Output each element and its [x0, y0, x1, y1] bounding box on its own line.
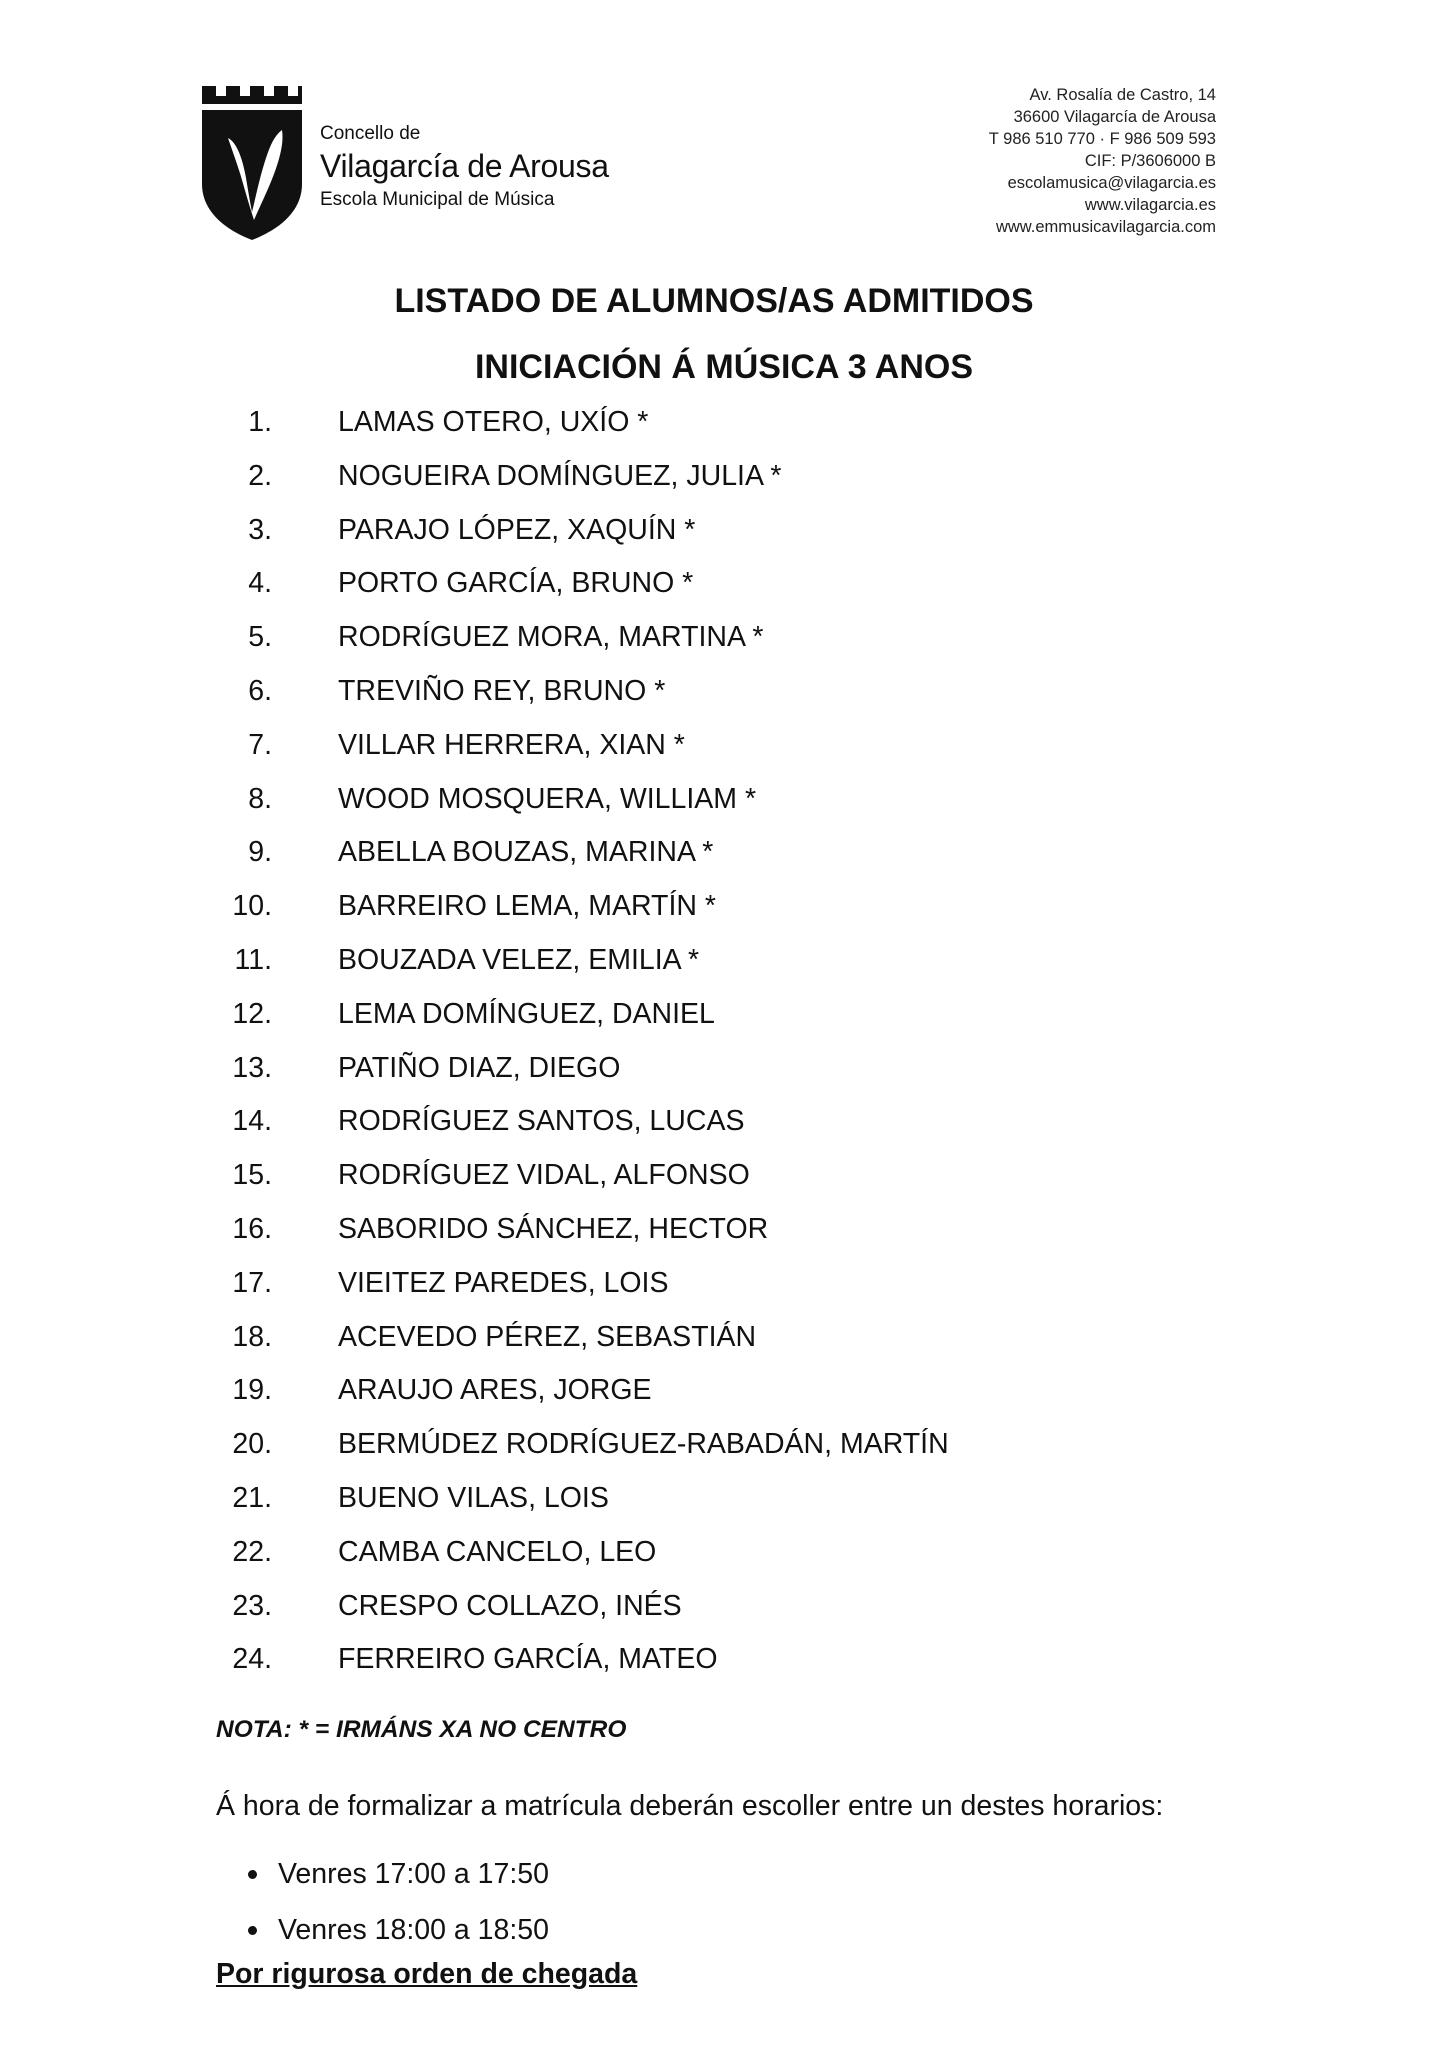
- contact-cif: CIF: P/3606000 B: [1084, 152, 1216, 170]
- list-item: [0, 1149, 1448, 1203]
- student-number: 3.: [248, 513, 272, 546]
- student-name: VILLAR HERRERA, XIAN *: [338, 728, 685, 761]
- title-line-2: INICIACIÓN Á MÚSICA 3 ANOS: [474, 348, 974, 386]
- student-name: RODRÍGUEZ MORA, MARTINA *: [338, 621, 764, 654]
- contact-web-emmusica: www.emmusicavilagarcia.com: [995, 218, 1216, 236]
- list-item: [0, 1364, 1448, 1418]
- student-number: 22.: [232, 1535, 272, 1568]
- student-number: 16.: [232, 1212, 272, 1245]
- list-item: [0, 1472, 1448, 1526]
- list-item: [0, 1257, 1448, 1311]
- bullet-icon: [248, 1870, 257, 1879]
- student-number: 23.: [232, 1589, 272, 1622]
- student-list: [0, 396, 1448, 1687]
- student-number: 20.: [232, 1428, 272, 1461]
- student-number: 9.: [248, 836, 272, 869]
- schedule-list: [246, 1846, 549, 1958]
- student-number: 1.: [248, 406, 272, 438]
- student-name: WOOD MOSQUERA, WILLIAM *: [338, 782, 757, 815]
- student-number: 13.: [232, 1051, 272, 1084]
- list-item: [0, 557, 1448, 611]
- student-name: CRESPO COLLAZO, INÉS: [338, 1589, 682, 1622]
- student-name: NOGUEIRA DOMÍNGUEZ, JULIA *: [338, 459, 782, 492]
- student-number: 24.: [232, 1643, 272, 1676]
- schedule-item: [246, 1846, 549, 1902]
- student-name: FERREIRO GARCÍA, MATEO: [338, 1643, 718, 1676]
- student-name: CAMBA CANCELO, LEO: [338, 1535, 657, 1568]
- list-item: [0, 773, 1448, 827]
- contact-address: Av. Rosalía de Castro, 14: [1029, 86, 1216, 104]
- student-name: BUENO VILAS, LOIS: [338, 1481, 609, 1514]
- student-number: 17.: [232, 1266, 272, 1299]
- student-number: 10.: [232, 890, 272, 923]
- schedule-label: Venres 17:00 a 17:50: [278, 1858, 549, 1890]
- student-number: 12.: [232, 997, 272, 1030]
- page-title: [0, 268, 1448, 400]
- student-name: LAMAS OTERO, UXÍO *: [338, 406, 649, 438]
- student-name: PATIÑO DIAZ, DIEGO: [338, 1051, 621, 1084]
- list-item: [0, 826, 1448, 880]
- student-number: 8.: [248, 782, 272, 815]
- list-item: [0, 1418, 1448, 1472]
- student-name: RODRÍGUEZ VIDAL, ALFONSO: [338, 1159, 750, 1192]
- brand-block: [320, 122, 609, 214]
- student-number: 11.: [234, 943, 272, 976]
- contact-block: [989, 84, 1216, 238]
- student-name: ACEVEDO PÉREZ, SEBASTIÁN: [338, 1320, 757, 1353]
- list-item: [0, 450, 1448, 504]
- student-number: 15.: [232, 1159, 272, 1192]
- student-number: 7.: [248, 728, 272, 761]
- list-item: [0, 504, 1448, 558]
- student-number: 5.: [248, 621, 272, 654]
- list-item: [0, 1311, 1448, 1365]
- student-name: LEMA DOMÍNGUEZ, DANIEL: [338, 997, 715, 1030]
- student-name: PORTO GARCÍA, BRUNO *: [338, 567, 694, 600]
- student-name: VIEITEZ PAREDES, LOIS: [338, 1266, 669, 1299]
- schedule-label: Venres 18:00 a 18:50: [278, 1914, 549, 1946]
- student-name: BOUZADA VELEZ, EMILIA *: [338, 943, 700, 976]
- list-item: [0, 719, 1448, 773]
- contact-email: escolamusica@vilagarcia.es: [1007, 174, 1216, 192]
- list-item: [0, 1203, 1448, 1257]
- order-text: Por rigurosa orden de chegada: [216, 1958, 638, 1990]
- student-number: 21.: [232, 1481, 272, 1514]
- list-item: [0, 1633, 1448, 1687]
- list-item: [0, 988, 1448, 1042]
- list-item: [0, 934, 1448, 988]
- bullet-icon: [248, 1926, 257, 1935]
- list-item: [0, 1580, 1448, 1634]
- student-name: ARAUJO ARES, JORGE: [338, 1374, 652, 1407]
- student-name: BERMÚDEZ RODRÍGUEZ-RABADÁN, MARTÍN: [338, 1428, 949, 1461]
- student-number: 2.: [248, 459, 272, 492]
- brand-line-escola: Escola Municipal de Música: [320, 189, 555, 210]
- title-line-1: LISTADO DE ALUMNOS/AS ADMITIDOS: [394, 282, 1034, 320]
- student-number: 14.: [232, 1105, 272, 1138]
- brand-line-concello: Concello de: [320, 123, 421, 144]
- student-number: 6.: [248, 674, 272, 707]
- student-number: 18.: [232, 1320, 272, 1353]
- concello-logo-icon: [200, 86, 304, 242]
- student-number: 4.: [248, 567, 272, 600]
- list-item: [0, 396, 1448, 450]
- note-text: NOTA: * = IRMÁNS XA NO CENTRO: [216, 1716, 627, 1743]
- student-name: BARREIRO LEMA, MARTÍN *: [338, 890, 716, 923]
- contact-city: 36600 Vilagarcía de Arousa: [1013, 108, 1216, 126]
- brand-line-vilagarcia: Vilagarcía de Arousa: [320, 148, 609, 184]
- list-item: [0, 1095, 1448, 1149]
- student-name: SABORIDO SÁNCHEZ, HECTOR: [338, 1212, 769, 1245]
- student-name: RODRÍGUEZ SANTOS, LUCAS: [338, 1105, 745, 1138]
- list-item: [0, 665, 1448, 719]
- student-name: ABELLA BOUZAS, MARINA *: [338, 836, 714, 869]
- list-item: [0, 1526, 1448, 1580]
- list-item: [0, 1042, 1448, 1096]
- student-name: TREVIÑO REY, BRUNO *: [338, 674, 666, 707]
- schedule-item: [246, 1902, 549, 1958]
- contact-web-vilagarcia: www.vilagarcia.es: [1084, 196, 1216, 214]
- list-item: [0, 611, 1448, 665]
- student-number: 19.: [232, 1374, 272, 1407]
- intro-text: Á hora de formalizar a matrícula deberán escoller entre un destes horarios:: [216, 1790, 1164, 1822]
- student-name: PARAJO LÓPEZ, XAQUÍN *: [338, 513, 696, 546]
- contact-phone: T 986 510 770 · F 986 509 593: [988, 130, 1216, 148]
- list-item: [0, 880, 1448, 934]
